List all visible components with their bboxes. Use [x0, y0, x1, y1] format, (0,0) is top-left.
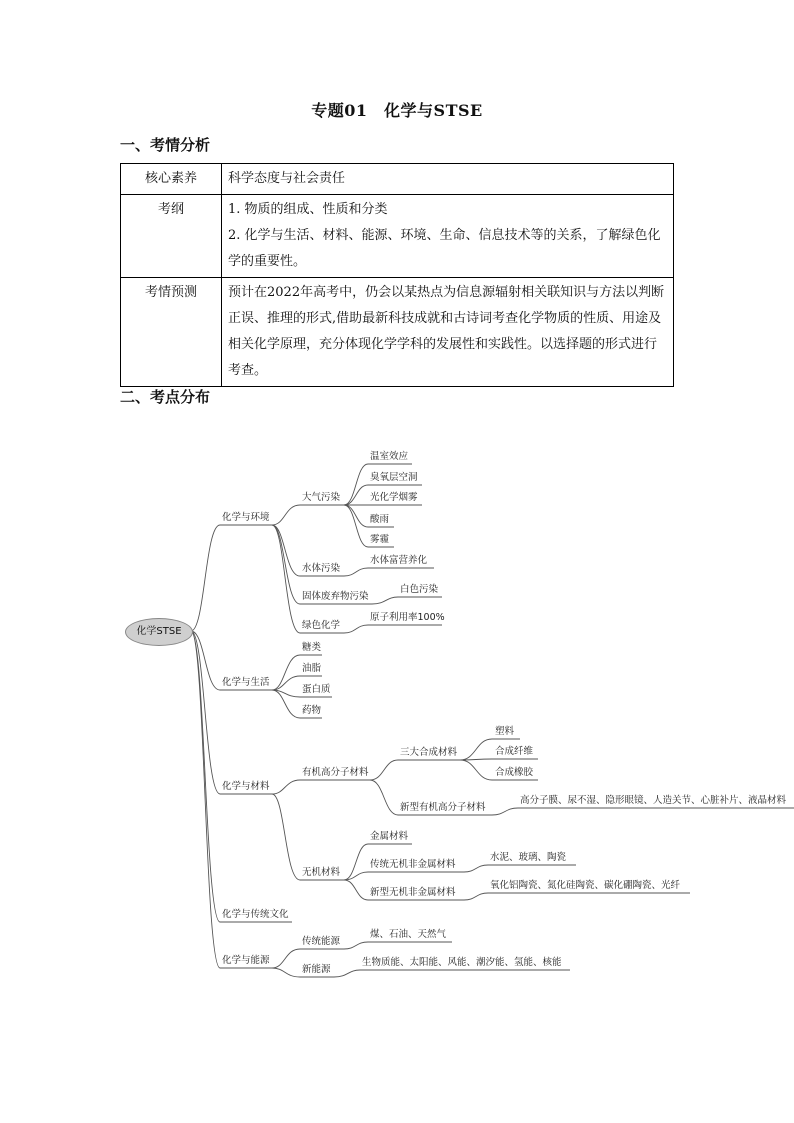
- node-material: 化学与材料: [222, 781, 270, 792]
- mind-map-root: 化学STSE: [125, 618, 193, 646]
- row-label: 考情预测: [121, 278, 222, 387]
- node-new-energy: 新能源: [302, 964, 331, 975]
- page-title: 专题01 化学与STSE: [311, 101, 483, 120]
- outline-item-1: 1. 物质的组成、性质和分类: [228, 202, 388, 217]
- node-leaf: 塑料: [495, 726, 515, 737]
- node-leaf: 合成橡胶: [495, 767, 534, 778]
- node-leaf: 氧化铝陶瓷、氮化硅陶瓷、碳化硼陶瓷、光纤: [490, 880, 681, 891]
- outline-item-2: 2. 化学与生活、材料、能源、环境、生命、信息技术等的关系，了解绿色化学的重要性。: [228, 228, 661, 269]
- row-content: 科学态度与社会责任: [222, 164, 674, 195]
- node-leaf: 雾霾: [370, 534, 390, 545]
- node-new-organic: 新型有机高分子材料: [400, 802, 486, 813]
- node-life: 化学与生活: [222, 677, 270, 688]
- node-leaf: 原子利用率100%: [370, 612, 445, 623]
- row-label: 考纲: [121, 195, 222, 278]
- node-green-chemistry: 绿色化学: [302, 620, 341, 631]
- section-heading-analysis: 一、考情分析: [120, 136, 211, 154]
- node-leaf: 煤、石油、天然气: [370, 929, 447, 940]
- node-leaf: 水泥、玻璃、陶瓷: [490, 852, 567, 863]
- node-leaf: 温室效应: [370, 451, 409, 462]
- node-leaf: 合成纤维: [495, 746, 534, 757]
- row-label: 核心素养: [121, 164, 222, 195]
- node-energy: 化学与能源: [222, 955, 270, 966]
- node-leaf: 光化学烟雾: [370, 492, 418, 503]
- section-heading-distribution: 二、考点分布: [120, 388, 211, 406]
- row-content: 预计在2022年高考中，仍会以某热点为信息源辐射相关联知识与方法以判断正误、推理的形式,借助最新科技成就和古诗词考查化学物质的性质、用途及相关化学原理，充分体现化学学科的发展性和实践性。以选择题的形式进行考查。: [222, 278, 674, 387]
- node-solid-waste: 固体废弃物污染: [302, 591, 369, 602]
- node-inorganic: 无机材料: [302, 867, 341, 878]
- node-leaf: 臭氧层空洞: [370, 472, 418, 483]
- node-leaf: 蛋白质: [302, 684, 331, 695]
- node-leaf: 水体富营养化: [370, 555, 428, 566]
- node-three-synthetic: 三大合成材料: [400, 747, 458, 758]
- node-leaf: 白色污染: [400, 584, 439, 595]
- node-leaf: 高分子膜、尿不湿、隐形眼镜、人造关节、心脏补片、液晶材料: [520, 795, 787, 806]
- node-leaf: 药物: [302, 705, 322, 716]
- node-trad-inorganic: 传统无机非金属材料: [370, 859, 456, 870]
- node-env: 化学与环境: [222, 512, 270, 523]
- node-leaf: 糖类: [302, 642, 322, 653]
- node-air-pollution: 大气污染: [302, 492, 341, 503]
- node-leaf: 油脂: [302, 663, 322, 674]
- node-culture: 化学与传统文化: [222, 909, 289, 920]
- node-metal: 金属材料: [370, 831, 409, 842]
- node-leaf: 酸雨: [370, 514, 390, 525]
- node-new-inorganic: 新型无机非金属材料: [370, 887, 456, 898]
- node-organic-polymer: 有机高分子材料: [302, 767, 369, 778]
- node-trad-energy: 传统能源: [302, 936, 341, 947]
- node-leaf: 生物质能、太阳能、风能、潮汐能、氢能、核能: [362, 957, 562, 968]
- node-water-pollution: 水体污染: [302, 563, 341, 574]
